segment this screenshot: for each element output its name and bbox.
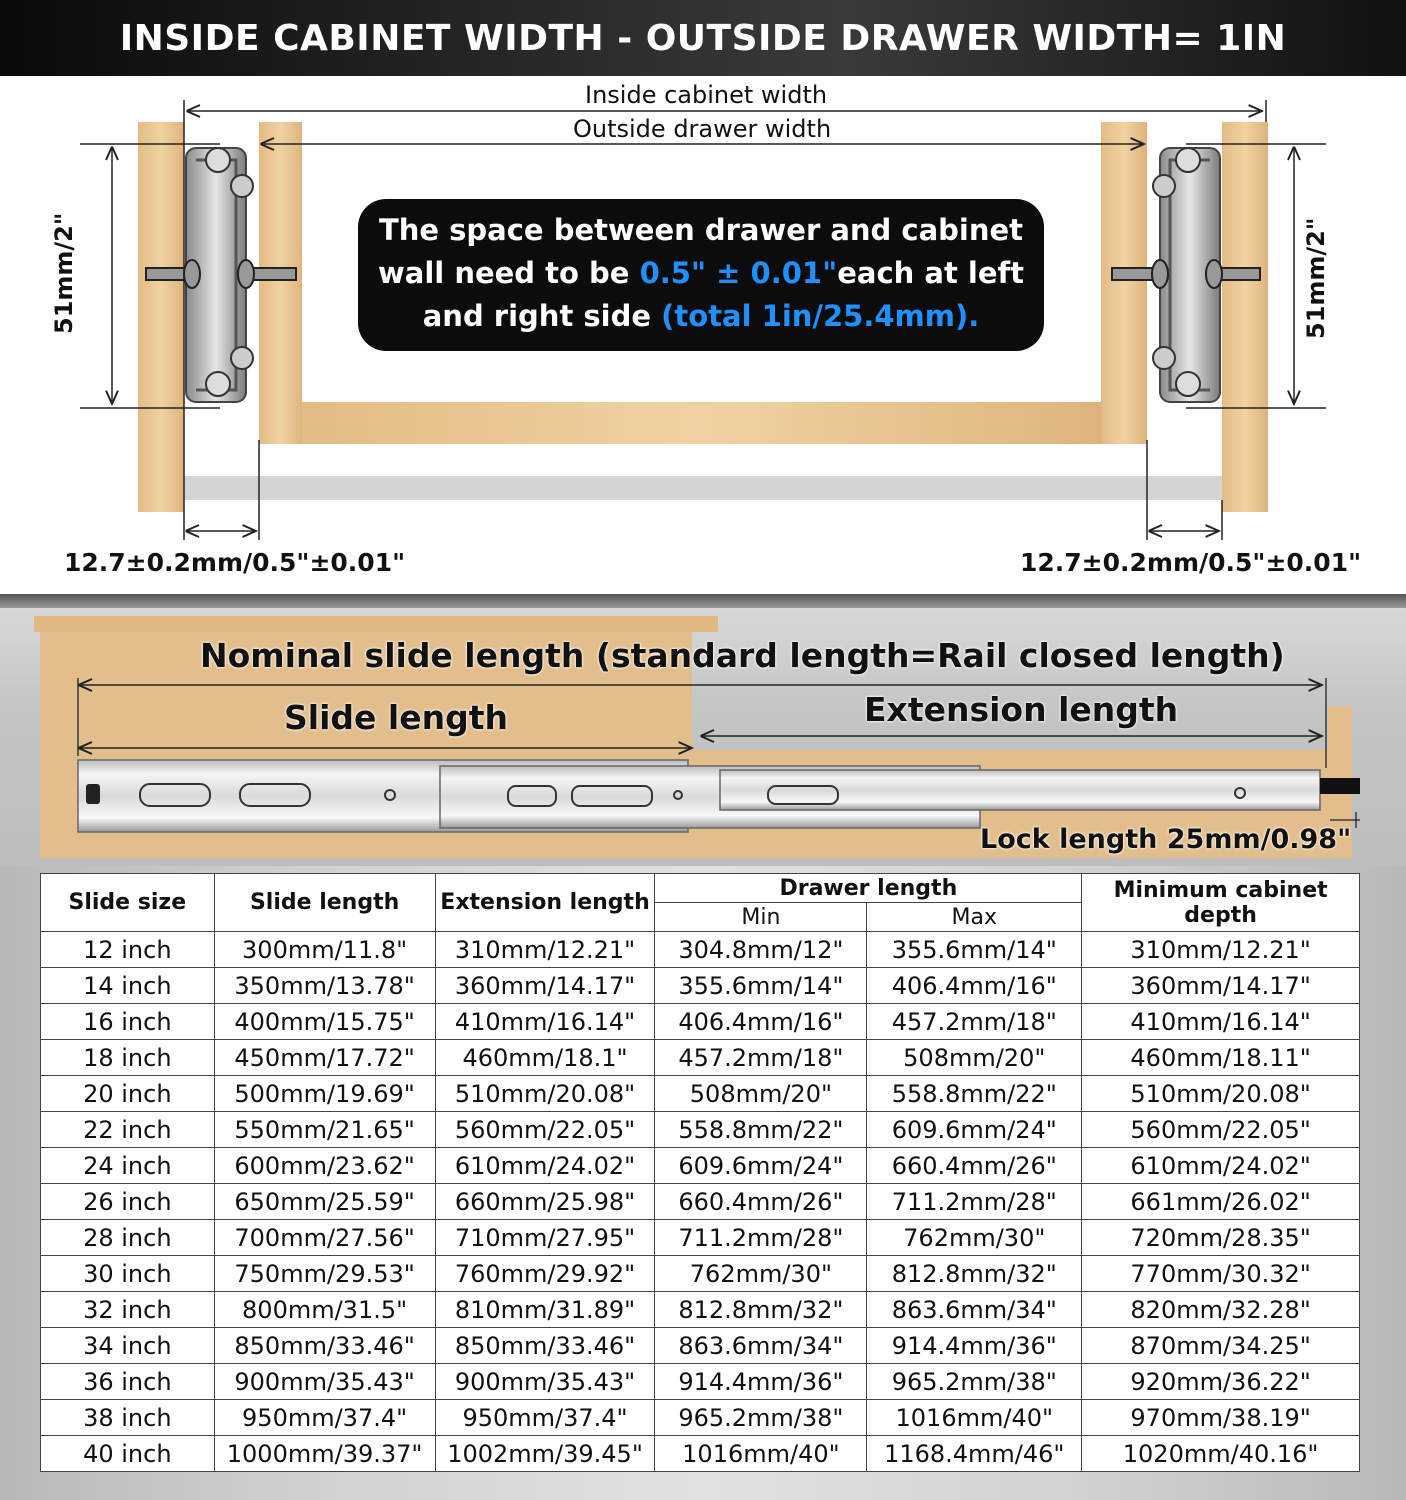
note-text-1: The space between drawer and cabinet wall need to be bbox=[377, 213, 1024, 290]
cell-slide-length: 850mm/33.46" bbox=[214, 1328, 435, 1364]
cell-drawer-min: 863.6mm/34" bbox=[655, 1328, 867, 1364]
cell-extension-length: 560mm/22.05" bbox=[435, 1112, 655, 1148]
cell-drawer-min: 711.2mm/28" bbox=[655, 1220, 867, 1256]
cell-slide-size: 38 inch bbox=[41, 1400, 215, 1436]
cell-slide-length: 750mm/29.53" bbox=[214, 1256, 435, 1292]
cell-drawer-max: 457.2mm/18" bbox=[867, 1004, 1082, 1040]
table-row bbox=[41, 1328, 1360, 1364]
cell-slide-length: 400mm/15.75" bbox=[214, 1004, 435, 1040]
header-slide-length: Slide length bbox=[214, 874, 435, 932]
cell-drawer-min: 1016mm/40" bbox=[655, 1436, 867, 1472]
banner bbox=[0, 0, 1406, 76]
cell-drawer-min: 457.2mm/18" bbox=[655, 1040, 867, 1076]
drawer-side-left bbox=[259, 122, 302, 444]
cell-slide-size: 20 inch bbox=[41, 1076, 215, 1112]
cell-min-cabinet-depth: 970mm/38.19" bbox=[1082, 1400, 1360, 1436]
cell-drawer-min: 355.6mm/14" bbox=[655, 968, 867, 1004]
cell-slide-size: 16 inch bbox=[41, 1004, 215, 1040]
drawer-side-right bbox=[1101, 122, 1147, 444]
cell-extension-length: 310mm/12.21" bbox=[435, 932, 655, 968]
table-row bbox=[41, 1148, 1360, 1184]
cell-slide-size: 32 inch bbox=[41, 1292, 215, 1328]
table-row bbox=[41, 1004, 1360, 1040]
table-row bbox=[41, 1256, 1360, 1292]
table-body bbox=[41, 932, 1360, 1472]
cell-slide-length: 550mm/21.65" bbox=[214, 1112, 435, 1148]
cell-slide-length: 900mm/35.43" bbox=[214, 1364, 435, 1400]
drawer-front-board bbox=[184, 476, 1222, 500]
gap-label-left: 12.7±0.2mm/0.5"±0.01" bbox=[64, 548, 406, 577]
cell-slide-length: 500mm/19.69" bbox=[214, 1076, 435, 1112]
cell-drawer-max: 355.6mm/14" bbox=[867, 932, 1082, 968]
cell-min-cabinet-depth: 920mm/36.22" bbox=[1082, 1364, 1360, 1400]
cell-slide-length: 650mm/25.59" bbox=[214, 1184, 435, 1220]
cell-extension-length: 660mm/25.98" bbox=[435, 1184, 655, 1220]
cell-drawer-min: 508mm/20" bbox=[655, 1076, 867, 1112]
table-row bbox=[41, 968, 1360, 1004]
table-row bbox=[41, 1184, 1360, 1220]
cell-extension-length: 900mm/35.43" bbox=[435, 1364, 655, 1400]
cell-drawer-min: 558.8mm/22" bbox=[655, 1112, 867, 1148]
cell-slide-size: 26 inch bbox=[41, 1184, 215, 1220]
header-min: Min bbox=[655, 903, 867, 932]
cell-drawer-max: 558.8mm/22" bbox=[867, 1076, 1082, 1112]
cell-slide-size: 36 inch bbox=[41, 1364, 215, 1400]
extension-length-label: Extension length bbox=[864, 690, 1179, 729]
cell-slide-size: 40 inch bbox=[41, 1436, 215, 1472]
cell-drawer-min: 660.4mm/26" bbox=[655, 1184, 867, 1220]
table-row bbox=[41, 1400, 1360, 1436]
spacing-note bbox=[358, 199, 1044, 351]
cell-min-cabinet-depth: 360mm/14.17" bbox=[1082, 968, 1360, 1004]
cell-extension-length: 850mm/33.46" bbox=[435, 1328, 655, 1364]
height-label-right: 51mm/2" bbox=[1302, 217, 1330, 339]
cell-min-cabinet-depth: 870mm/34.25" bbox=[1082, 1328, 1360, 1364]
wood-panel-top bbox=[34, 616, 718, 632]
section-divider bbox=[0, 594, 1406, 608]
cell-slide-length: 450mm/17.72" bbox=[214, 1040, 435, 1076]
cell-drawer-min: 406.4mm/16" bbox=[655, 1004, 867, 1040]
inside-cabinet-width-label: Inside cabinet width bbox=[585, 81, 828, 109]
outside-drawer-width-label: Outside drawer width bbox=[573, 115, 832, 143]
cell-slide-length: 800mm/31.5" bbox=[214, 1292, 435, 1328]
cell-min-cabinet-depth: 1020mm/40.16" bbox=[1082, 1436, 1360, 1472]
cell-min-cabinet-depth: 720mm/28.35" bbox=[1082, 1220, 1360, 1256]
cell-drawer-min: 304.8mm/12" bbox=[655, 932, 867, 968]
cell-extension-length: 1002mm/39.45" bbox=[435, 1436, 655, 1472]
table-row bbox=[41, 1076, 1360, 1112]
cell-drawer-min: 812.8mm/32" bbox=[655, 1292, 867, 1328]
header-max: Max bbox=[867, 903, 1082, 932]
table-row bbox=[41, 1220, 1360, 1256]
cell-slide-size: 30 inch bbox=[41, 1256, 215, 1292]
cell-drawer-max: 812.8mm/32" bbox=[867, 1256, 1082, 1292]
cell-drawer-max: 762mm/30" bbox=[867, 1220, 1082, 1256]
cell-drawer-max: 406.4mm/16" bbox=[867, 968, 1082, 1004]
cell-drawer-min: 609.6mm/24" bbox=[655, 1148, 867, 1184]
table-row bbox=[41, 1436, 1360, 1472]
cell-slide-size: 28 inch bbox=[41, 1220, 215, 1256]
table-row bbox=[41, 1112, 1360, 1148]
header-drawer-length: Drawer length bbox=[655, 874, 1082, 903]
cell-drawer-max: 1016mm/40" bbox=[867, 1400, 1082, 1436]
cell-extension-length: 410mm/16.14" bbox=[435, 1004, 655, 1040]
cell-slide-size: 22 inch bbox=[41, 1112, 215, 1148]
cell-slide-size: 34 inch bbox=[41, 1328, 215, 1364]
cell-min-cabinet-depth: 510mm/20.08" bbox=[1082, 1076, 1360, 1112]
cell-min-cabinet-depth: 820mm/32.28" bbox=[1082, 1292, 1360, 1328]
cell-min-cabinet-depth: 410mm/16.14" bbox=[1082, 1004, 1360, 1040]
cell-min-cabinet-depth: 661mm/26.02" bbox=[1082, 1184, 1360, 1220]
table-row bbox=[41, 1040, 1360, 1076]
height-label-left: 51mm/2" bbox=[50, 212, 78, 334]
cell-drawer-max: 863.6mm/34" bbox=[867, 1292, 1082, 1328]
cell-extension-length: 510mm/20.08" bbox=[435, 1076, 655, 1112]
cell-min-cabinet-depth: 770mm/30.32" bbox=[1082, 1256, 1360, 1292]
cell-min-cabinet-depth: 560mm/22.05" bbox=[1082, 1112, 1360, 1148]
slide-length-label: Slide length bbox=[284, 698, 508, 737]
cell-drawer-min: 914.4mm/36" bbox=[655, 1364, 867, 1400]
cell-extension-length: 460mm/18.1" bbox=[435, 1040, 655, 1076]
cell-drawer-max: 914.4mm/36" bbox=[867, 1328, 1082, 1364]
note-highlight-total: (total 1in/25.4mm). bbox=[661, 299, 980, 333]
cell-slide-size: 24 inch bbox=[41, 1148, 215, 1184]
cell-drawer-max: 1168.4mm/46" bbox=[867, 1436, 1082, 1472]
cell-slide-length: 1000mm/39.37" bbox=[214, 1436, 435, 1472]
cell-extension-length: 710mm/27.95" bbox=[435, 1220, 655, 1256]
cell-drawer-max: 508mm/20" bbox=[867, 1040, 1082, 1076]
cell-extension-length: 760mm/29.92" bbox=[435, 1256, 655, 1292]
cell-drawer-min: 965.2mm/38" bbox=[655, 1400, 867, 1436]
cabinet-wall-left bbox=[138, 122, 184, 512]
cell-slide-length: 950mm/37.4" bbox=[214, 1400, 435, 1436]
cell-drawer-min: 762mm/30" bbox=[655, 1256, 867, 1292]
cell-slide-size: 18 inch bbox=[41, 1040, 215, 1076]
cell-drawer-max: 711.2mm/28" bbox=[867, 1184, 1082, 1220]
cell-min-cabinet-depth: 610mm/24.02" bbox=[1082, 1148, 1360, 1184]
cell-slide-length: 600mm/23.62" bbox=[214, 1148, 435, 1184]
slide-length-diagram bbox=[0, 608, 1406, 866]
table-row bbox=[41, 1292, 1360, 1328]
cell-slide-size: 14 inch bbox=[41, 968, 215, 1004]
header-min-cabinet-depth: Minimum cabinet depth bbox=[1082, 874, 1360, 932]
note-highlight-tolerance: 0.5" ± 0.01" bbox=[639, 256, 838, 290]
cell-extension-length: 810mm/31.89" bbox=[435, 1292, 655, 1328]
table-row bbox=[41, 932, 1360, 968]
cell-drawer-max: 660.4mm/26" bbox=[867, 1148, 1082, 1184]
cell-slide-size: 12 inch bbox=[41, 932, 215, 968]
cabinet-wall-right bbox=[1222, 122, 1268, 512]
gap-label-right: 12.7±0.2mm/0.5"±0.01" bbox=[1020, 548, 1362, 577]
table-row bbox=[41, 1364, 1360, 1400]
header-slide-size: Slide size bbox=[41, 874, 215, 932]
cell-extension-length: 950mm/37.4" bbox=[435, 1400, 655, 1436]
drawer-bottom bbox=[302, 402, 1101, 444]
note-text-2: each at left and right side bbox=[422, 256, 1025, 333]
cell-drawer-max: 965.2mm/38" bbox=[867, 1364, 1082, 1400]
slide-size-table bbox=[40, 873, 1360, 1472]
cell-slide-length: 350mm/13.78" bbox=[214, 968, 435, 1004]
cell-slide-length: 700mm/27.56" bbox=[214, 1220, 435, 1256]
cell-extension-length: 360mm/14.17" bbox=[435, 968, 655, 1004]
cell-slide-length: 300mm/11.8" bbox=[214, 932, 435, 968]
cell-drawer-max: 609.6mm/24" bbox=[867, 1112, 1082, 1148]
cell-extension-length: 610mm/24.02" bbox=[435, 1148, 655, 1184]
cell-min-cabinet-depth: 310mm/12.21" bbox=[1082, 932, 1360, 968]
banner-title: INSIDE CABINET WIDTH - OUTSIDE DRAWER WIDTH= 1IN bbox=[119, 17, 1287, 59]
nominal-slide-length-label: Nominal slide length (standard length=Rail closed length) bbox=[200, 636, 1285, 675]
lock-length-label: Lock length 25mm/0.98" bbox=[980, 824, 1352, 855]
header-extension-length: Extension length bbox=[435, 874, 655, 932]
cell-min-cabinet-depth: 460mm/18.11" bbox=[1082, 1040, 1360, 1076]
